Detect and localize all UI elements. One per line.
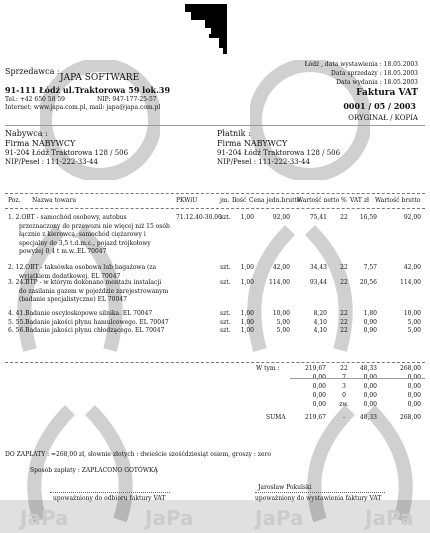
by-rate-net: 219,67 [305,365,326,372]
divider [5,125,425,126]
invoice-copy-label: ORYGINAŁ / KOPIA [348,114,418,122]
by-rate-label: W tym : [256,365,280,372]
by-rate-gross: 0,00 [407,392,421,399]
row-net: 4,10 [313,319,327,326]
payer-name: Firma NABYWCY [217,139,288,148]
total-rate: - [342,414,346,421]
seller-phone: Tel.: +42 650 58 59 [5,96,65,103]
row-vat: 16,59 [359,214,377,221]
row-vat: 0,90 [363,319,377,326]
row-price: 114,00 [269,279,290,286]
col-header-pkwiu: PKWiU [176,197,198,204]
seller-address: 91-111 Łódź ul.Traktorowa 59 lok.39 [5,85,171,95]
by-rate-vat: 0,00 [363,383,377,390]
row-description-line: 6. 56.Badanie jakości płynu chłodzącego. EL 70047 [8,327,165,334]
row-jm: szt. [220,319,231,326]
payment-method: Sposób zapłaty : ZAPŁACONO GOTÓWKĄ [30,467,158,474]
total-gross: 268,00 [400,414,421,421]
row-vat: 0,90 [363,327,377,334]
row-gross: 5,00 [407,327,421,334]
col-header-vat: VAT zł [350,197,369,204]
by-rate-net: 0,00 [312,401,326,408]
payer-heading: Płatnik : [217,129,251,138]
row-qty: 1,00 [240,310,254,317]
seller-heading: Sprzedawca : [5,67,60,76]
by-rate-vat: 0,00 [363,374,377,381]
table-top-border [5,193,425,194]
watermark-text: JaPa [365,506,414,530]
signature-line-left [50,492,170,493]
row-jm: szt. [220,279,231,286]
seller-internet: Internet: www.japa.com.pl, mail: japa@japa.com.pl [5,104,161,111]
row-description-line: powyżej 0,4 t m.w..EL 70047 [19,248,107,255]
row-price: 5,00 [276,319,290,326]
watermark-laurel-icon [240,220,360,360]
row-pct: 22 [340,214,348,221]
row-description-line: specjalny do 3,5 t.d.m.c., pojazd trójkołowy [19,239,151,247]
col-header-name: Nazwa towaru [32,197,77,204]
row-description-line: wyjątkiem dodatkowej. EL 70047 [19,272,121,280]
watermark-text: JaPa [145,506,194,530]
by-rate-vat: 0,00 [363,401,377,408]
amount-due: DO ZAPŁATY : =268,00 zł, słownie złotych : dwieście sześćdziesiąt osiem, groszy : zero [5,451,271,458]
row-description-line: 1. 2.OBT - samochód osobowy, autobus [8,214,127,221]
row-net: 4,10 [313,327,327,334]
row-qty: 1,00 [240,327,254,334]
watermark-text: JaPa [255,506,304,530]
col-header-net: Wartość netto [297,197,340,204]
row-jm: szt. [220,327,231,334]
seller-nip: NIP: 947-177-25-57 [97,96,157,103]
row-qty: 1,00 [240,264,254,271]
signature-line-right [255,492,385,493]
by-rate-net: 0,00 [312,374,326,381]
by-rate-vat: 48,33 [359,365,377,372]
row-pkwiu: 71.12.40-30.00 [176,214,222,221]
row-jm: szt. [220,264,231,271]
signature-name-right: Jarosław Pokulski [258,484,312,491]
row-gross: 92,00 [403,214,421,221]
total-label: SUMA [266,414,286,421]
by-rate-pct: zw. [339,401,349,408]
by-rate-net: 0,00 [312,383,326,390]
row-description-line: (badanie specjalistyczne) EL 70047 [19,296,127,303]
buyer-name: Firma NABYWCY [5,139,76,148]
col-header-pos: Poz. [8,197,21,204]
row-pct: 22 [340,279,348,286]
row-pct: 22 [340,319,348,326]
total-net: 219,67 [305,414,326,421]
signature-label-left: upoważniony do odbioru faktury VAT [53,495,166,502]
col-header-qty: Ilość [232,197,247,204]
row-vat: 7,57 [363,264,377,271]
row-vat: 1,80 [363,310,377,317]
row-jm: szt. [220,214,231,221]
total-vat: 48,33 [359,414,377,421]
row-qty: 1,00 [240,319,254,326]
by-rate-gross: 0,00 [407,383,421,390]
col-header-unit-price: Cena jedn.brutto [249,197,301,204]
row-description-line: 5. 55.Badanie jakości płynu hamulcowego. EL 70047 [8,319,169,326]
row-pct: 22 [340,327,348,334]
row-pct: 22 [340,310,348,317]
row-price: 92,00 [272,214,290,221]
row-net: 34,43 [309,264,327,271]
col-header-gross: Wartość brutto [375,197,421,204]
total-row-border [290,378,425,379]
issue-place-date: Łódź , data wystawienia : 18.05.2003 [304,61,418,68]
row-qty: 1,00 [240,279,254,286]
row-price: 10,00 [272,310,290,317]
invoice-title: Faktura VAT [356,88,418,98]
row-price: 5,00 [276,327,290,334]
by-rate-gross: 268,00 [400,365,421,372]
row-description-line: 2. 12.OBT - taksówka osobowa lub bagażowa (za [8,264,157,271]
row-gross: 5,00 [407,319,421,326]
row-vat: 20,56 [359,279,377,286]
payer-address: 91-204 Łódź Traktorowa 128 / 506 [217,149,341,157]
row-gross: 114,00 [400,279,421,286]
delivery-date: Data wydania : 18.05.2003 [336,79,418,86]
buyer-heading: Nabywca : [5,129,48,138]
signature-label-right: upoważniony do wystawienia faktury VAT [255,495,382,502]
row-net: 8,20 [313,310,327,317]
row-description-line: przeznaczony do przewozu nie więcej niż 15 osób [19,222,170,230]
row-pct: 22 [340,264,348,271]
watermark-text: JaPa [20,506,69,530]
by-rate-pct: 0 [342,392,346,399]
row-net: 75,41 [309,214,327,221]
by-rate-gross: 0,00 [407,401,421,408]
by-rate-net: 0,00 [312,392,326,399]
by-rate-pct: 22 [340,365,348,372]
by-rate-pct: 3 [342,383,346,390]
sale-date: Data sprzedaży : 18.05.2003 [331,70,418,77]
header-barcode-logo [185,4,241,56]
row-gross: 10,00 [403,310,421,317]
table-header-border [5,208,425,209]
row-net: 93,44 [309,279,327,286]
row-jm: szt. [220,310,231,317]
invoice-number: 0001 / 05 / 2003 [343,101,416,111]
buyer-address: 91-204 Łódź Traktorowa 128 / 506 [5,149,129,157]
by-rate-vat: 0,00 [363,392,377,399]
row-description-line: 4. 41.Badanie oscyloskopowe silnika. EL 70047 [8,310,153,317]
row-price: 42,00 [272,264,290,271]
by-rate-gross: 0,00 [407,374,421,381]
seller-name: JAPA SOFTWARE [60,73,140,83]
col-header-rate: % [341,197,347,204]
table-bottom-border [5,362,425,363]
row-description-line: do zasilania gazem w pojeździe zarejestrowanym [19,287,169,295]
row-description-line: 3. 24.BTP - w którym dokonano montażu instalacji [8,279,162,286]
row-description-line: łącznie z kierowcą, samochód ciężarowy i [19,231,146,238]
by-rate-pct: 7 [342,374,346,381]
row-gross: 42,00 [403,264,421,271]
payer-nip: NIP/Pesel : 111-222-33-44 [217,158,310,166]
row-qty: 1,00 [240,214,254,221]
col-header-unit: jm. [220,197,230,204]
buyer-nip: NIP/Pesel : 111-222-33-44 [5,158,98,166]
